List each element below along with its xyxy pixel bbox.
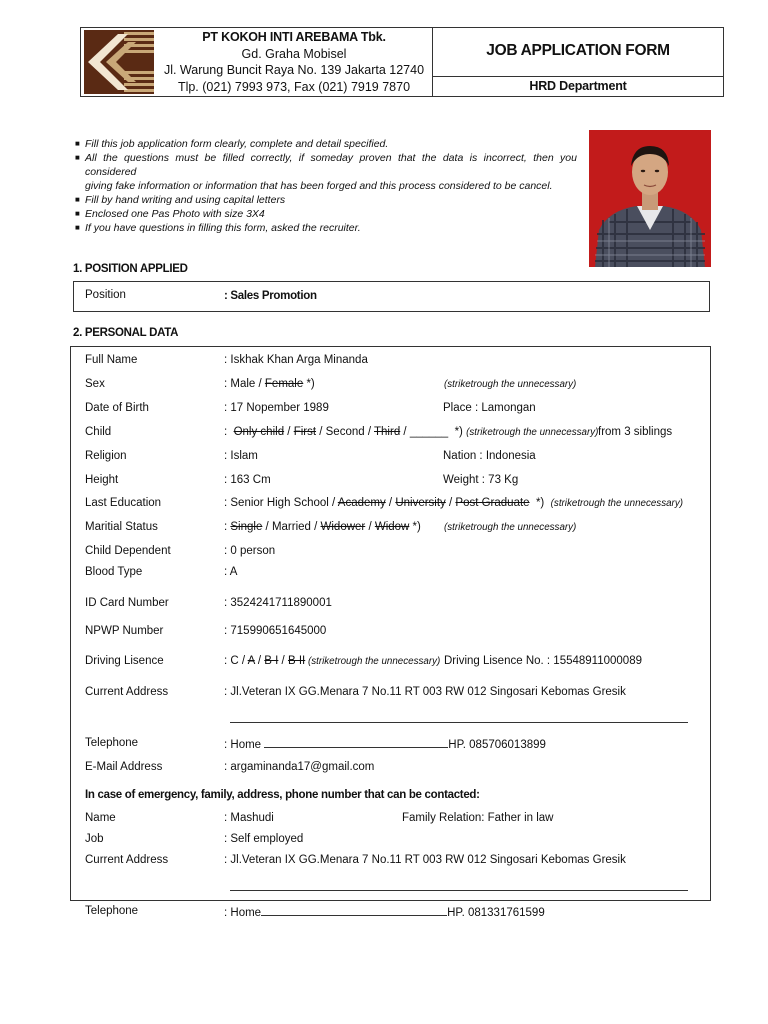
dob-value: : 17 Nopember 1989 [224,402,329,414]
emergency-heading: In case of emergency, family, address, phone number that can be contacted: [85,789,480,801]
department-label: HRD Department [529,79,627,93]
telephone-value: : Home HP. 085706013899 [224,739,546,751]
bullet-icon: ■ [75,139,80,148]
strike-note: (striketrough the unnecessary) [444,379,577,390]
weight-value: Weight : 73 Kg [443,474,519,486]
instruction-item: ■ All the questions must be filled correctly, if someday proven that the data is incorrect, then you [75,152,577,164]
blood-type-label: Blood Type [85,566,143,578]
emergency-address-value: : Jl.Veteran IX GG.Menara 7 No.11 RT 003 RW 012 Singosari Kebomas Gresik [224,854,626,866]
driving-license-value: : C / A / B I / B II (striketrough the unnecessary) [224,655,441,667]
emergency-job-label: Job [85,833,104,845]
email-label: E-Mail Address [85,761,163,773]
position-box [73,281,710,312]
child-label: Child [85,426,112,438]
telephone-blank-line [264,737,448,748]
instruction-item: ■ Fill this job application form clearly, complete and detail specified. [75,138,389,150]
height-value: : 163 Cm [224,474,271,486]
emergency-telephone-label: Telephone [85,905,139,917]
full-name-value: : Iskhak Khan Arga Minanda [224,354,368,366]
emergency-address-blank-line [230,890,688,891]
bullet-icon: ■ [75,223,80,232]
company-info [156,29,432,95]
birth-place: Place : Lamongan [443,402,536,414]
company-phone: Tlp. (021) 7993 973, Fax (021) 7919 7870 [177,79,411,94]
instruction-item: ■ If you have questions in filling this form, asked the recruiter. [75,222,361,234]
npwp-value: : 715990651645000 [224,625,327,637]
id-card-value: : 3524241711890001 [224,597,332,609]
form-title: JOB APPLICATION FORM [486,42,670,59]
section-title-position: 1. POSITION APPLIED [73,263,188,275]
marital-label: Maritial Status [85,521,158,533]
instructions [75,137,577,235]
company-building: Gd. Graha Mobisel [241,46,347,61]
instruction-continuation: giving fake information or information that has been forged and this process considered to be cancel. [85,180,553,192]
sex-value: : Male / Female *) [224,378,315,390]
dob-label: Date of Birth [85,402,149,414]
instruction-item: ■ Enclosed one Pas Photo with size 3X4 [75,208,265,220]
current-address-label: Current Address [85,686,169,698]
bullet-icon: ■ [75,153,80,162]
blood-type-value: : A [224,566,238,578]
instruction-continuation: considered [85,166,137,178]
telephone-label: Telephone [85,737,139,749]
position-label: Position [85,289,126,301]
nation-value: Nation : Indonesia [443,450,536,462]
child-value: : Only child / First / Second / Third / ______ *) (striketrough the unnecessary) [224,426,599,438]
child-dependent-value: : 0 person [224,545,276,557]
strike-note: (striketrough the unnecessary) [444,522,577,533]
driving-license-label: Driving Lisence [85,655,164,667]
company-name: PT KOKOH INTI AREBAMA Tbk. [202,30,386,44]
instruction-item: ■ Fill by hand writing and using capital letters [75,194,286,206]
applicant-photo [589,130,711,267]
marital-value: : Single / Married / Widower / Widow *) [224,521,421,533]
education-label: Last Education [85,497,162,509]
siblings-count: from 3 siblings [598,426,673,438]
bullet-icon: ■ [75,195,80,204]
religion-label: Religion [85,450,127,462]
email-value: : argaminanda17@gmail.com [224,761,375,773]
emergency-telephone-value: : Home HP. 081331761599 [224,907,545,919]
header-divider-horizontal [432,76,724,77]
current-address-value: : Jl.Veteran IX GG.Menara 7 No.11 RT 003 RW 012 Singosari Kebomas Gresik [224,686,626,698]
family-relation: Family Relation: Father in law [402,812,554,824]
emergency-name-label: Name [85,812,116,824]
driving-license-number: Driving Lisence No. : 15548911000089 [444,655,642,667]
emergency-telephone-blank-line [261,905,447,916]
sex-label: Sex [85,378,105,390]
emergency-address-label: Current Address [85,854,169,866]
height-label: Height [85,474,119,486]
address-blank-line [230,722,688,723]
emergency-job-value: : Self employed [224,833,304,845]
company-logo [84,30,154,94]
religion-value: : Islam [224,450,258,462]
education-value: : Senior High School / Academy / University / Post Graduate *) (striketrough the unnecessary) [224,497,683,509]
section-title-personal: 2. PERSONAL DATA [73,327,179,339]
npwp-label: NPWP Number [85,625,164,637]
child-dependent-label: Child Dependent [85,545,171,557]
id-card-label: ID Card Number [85,597,169,609]
company-address: Jl. Warung Buncit Raya No. 139 Jakarta 12740 [163,63,425,77]
bullet-icon: ■ [75,209,80,218]
emergency-name-value: : Mashudi [224,812,274,824]
full-name-label: Full Name [85,354,138,366]
position-value: : Sales Promotion [224,290,317,302]
